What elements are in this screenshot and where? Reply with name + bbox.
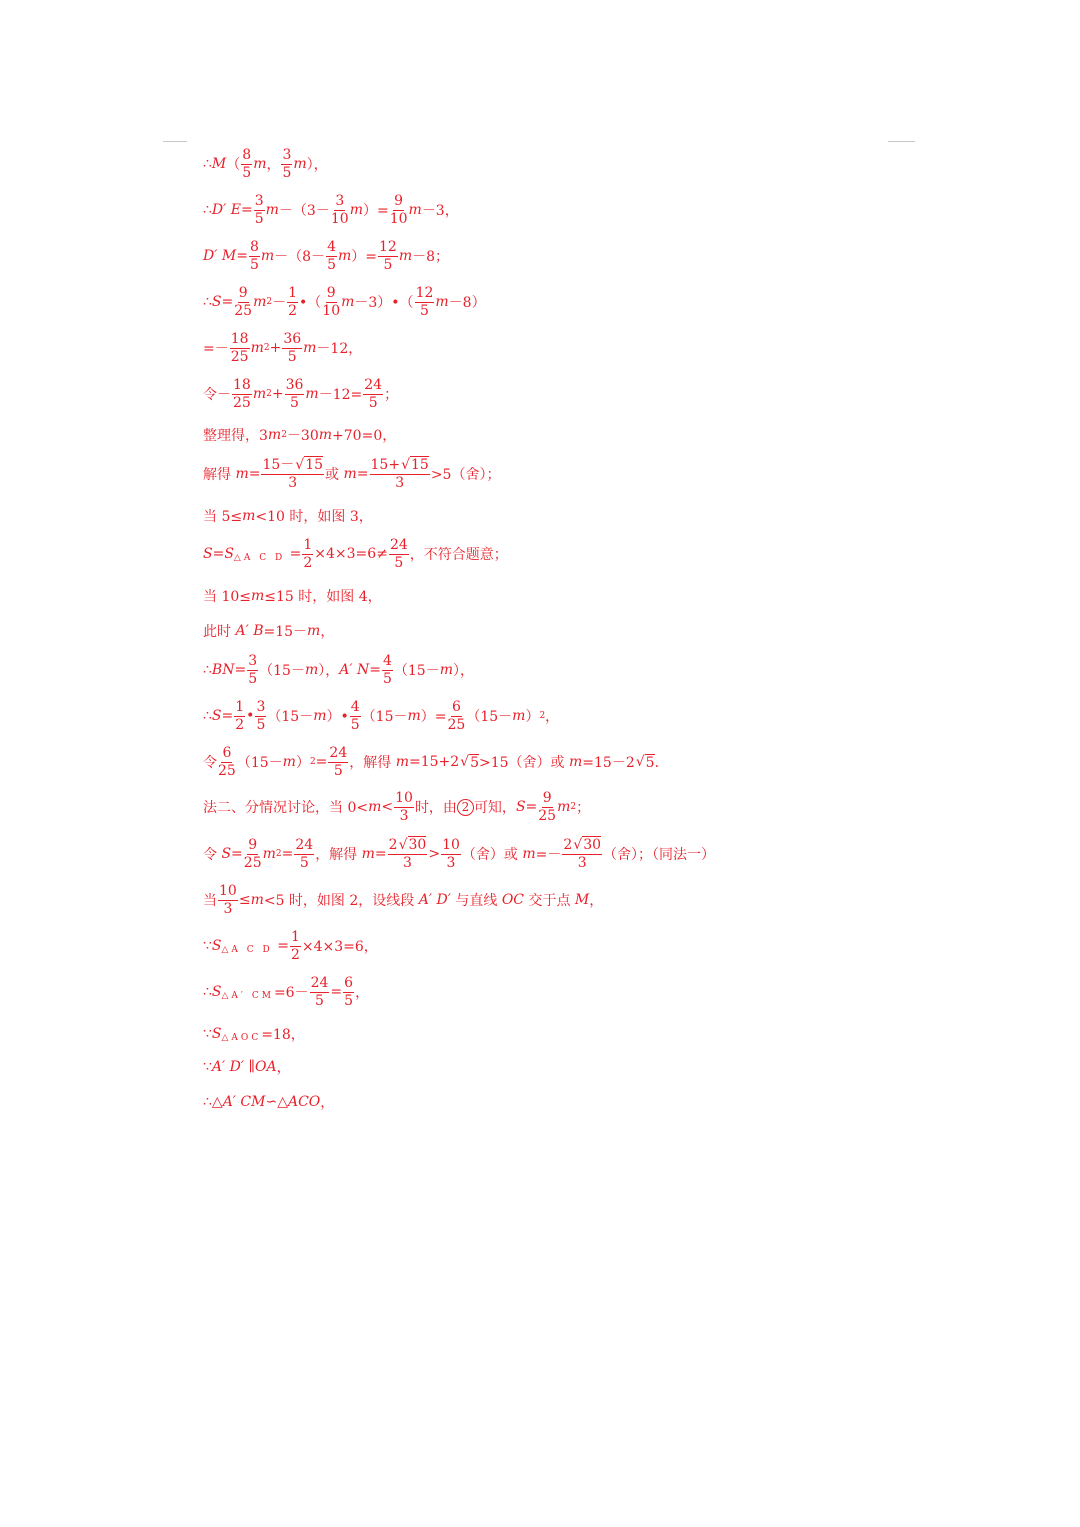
header-corner-mark-left <box>163 141 187 142</box>
solution-line: ∴ S = $\frac{1}{2}$ • $\frac{3}{5}$ （15－ m ）• $\frac{4}{5}$ （15－ m ）= $\frac{6}{25}$ （15－ m ） 2 ， <box>203 698 560 733</box>
solution-line: 当 10≤ m ≤15 时，如图 4， <box>203 588 382 605</box>
solution-line: 当 5≤ m <10 时，如图 3， <box>203 508 373 525</box>
solution-line: 令 S = $\frac{9}{25}$ m 2 = $\frac{24}{5}$ ，解得 m = $\frac{2√30}{3}$ > $\frac{10}{3}$ （舍）或 m =－ $\frac{2√30}{3}$ （舍）；（同法一） <box>203 836 716 871</box>
solution-line: 此时 A′ B =15－ m ， <box>203 623 335 640</box>
solution-line: 令－ $\frac{18}{25}$ m 2 + $\frac{36}{5}$ m －12= $\frac{24}{5}$ ； <box>203 376 399 411</box>
solution-line: ∵ A′ D′ ∥ OA ， <box>203 1059 291 1076</box>
solution-line: ∵ S △A C D = $\frac{1}{2}$ ×4×3=6， <box>203 928 378 963</box>
solution-line: 整理得，3 m 2 －30 m +70=0， <box>203 427 397 444</box>
solution-line: ∴ BN = $\frac{3}{5}$ （15－ m ）， A′ N = $\frac{4}{5}$ （15－ m ）， <box>203 652 474 687</box>
header-corner-mark-right <box>888 141 915 142</box>
solution-line: 当 $\frac{10}{3}$ ≤ m <5 时，如图 2，设线段 A′ D′ 与直线 OC 交于点 M ， <box>203 882 604 917</box>
solution-line: ∵ S △AOC =18， <box>203 1026 305 1043</box>
solution-line: S = S △A C D = $\frac{1}{2}$ ×4×3=6≠ $\frac{24}{5}$ ，不符合题意； <box>203 536 508 571</box>
solution-line: 法二、分情况讨论，当 0< m < $\frac{10}{3}$ 时，由 2 可知， S = $\frac{9}{25}$ m 2 ； <box>203 789 591 824</box>
circled-number-2: 2 <box>457 799 474 816</box>
solution-line: D′ M = $\frac{8}{5}$ m －（8－ $\frac{4}{5}$ m ）= $\frac{12}{5}$ m －8； <box>203 238 450 273</box>
solution-line: 解得 m = $\frac{15-√15}{3}$ 或 m = $\frac{15+√15}{3}$ >5（舍）； <box>203 456 501 491</box>
solution-line: ∴ S = $\frac{9}{25}$ m 2 － $\frac{1}{2}$ •（ $\frac{9}{10}$ m －3）•（ $\frac{12}{5}$ m －8） <box>203 284 486 319</box>
solution-line: ∴△ A′ CM ∽△ ACO ， <box>203 1094 335 1111</box>
solution-line: ∴ M （ $\frac{8}{5}$ m ， $\frac{3}{5}$ m ）， <box>203 146 328 181</box>
solution-line: ∴ D′ E = $\frac{3}{5}$ m －（3－ $\frac{3}{10}$ m ）= $\frac{9}{10}$ m －3， <box>203 192 459 227</box>
solution-line: ∴ S △A′ CM =6－ $\frac{24}{5}$ = $\frac{6}{5}$ ， <box>203 974 370 1009</box>
solution-line: =－ $\frac{18}{25}$ m 2 + $\frac{36}{5}$ m －12， <box>203 330 363 365</box>
solution-line: 令 $\frac{6}{25}$ （15－ m ） 2 = $\frac{24}{5}$ ，解得 m =15+2 √ 5 >15（舍）或 m =15－2 √ 5 ． <box>203 744 669 779</box>
